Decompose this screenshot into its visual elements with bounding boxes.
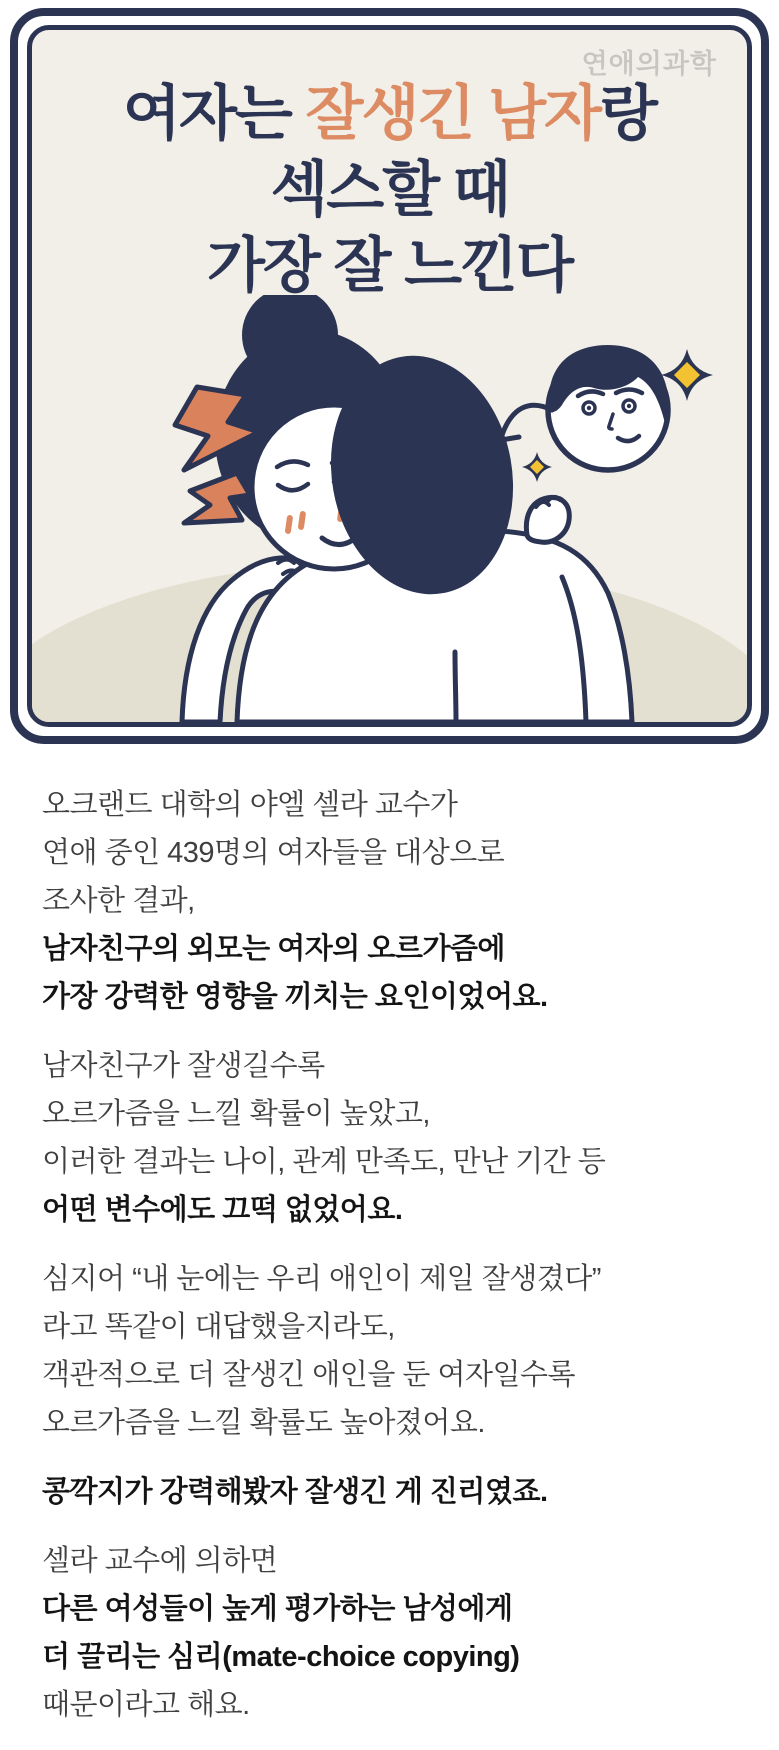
paragraph bbox=[42, 1537, 751, 1729]
title-seg-accent: 잘생긴 남자 bbox=[305, 80, 601, 147]
text-line: 오르가즘을 느낄 확률이 높았고, bbox=[42, 1098, 430, 1130]
text-line: 더 끌리는 심리(mate-choice copying) bbox=[42, 1641, 520, 1673]
card-title-line2: 섹스할 때 bbox=[270, 156, 509, 223]
text-line: 셀라 교수에 의하면 bbox=[42, 1545, 278, 1577]
article-text bbox=[42, 781, 751, 1750]
couple-illustration bbox=[32, 295, 747, 722]
text-line: 어떤 변수에도 끄떡 없었어요. bbox=[42, 1194, 403, 1226]
card-title-line3: 가장 잘 느낀다 bbox=[206, 232, 573, 299]
text-line: 다른 여성들이 높게 평가하는 남성에게 bbox=[42, 1593, 513, 1625]
woman-hugging-man-figure bbox=[182, 295, 632, 722]
brand-watermark: 연애의과학 bbox=[581, 49, 717, 79]
text-line: 오르가즘을 느낄 확률도 높아졌어요. bbox=[42, 1407, 485, 1439]
paragraph bbox=[42, 1255, 751, 1447]
arrow-icon bbox=[493, 405, 552, 440]
title-seg-navy2: 랑 bbox=[600, 80, 656, 147]
text-line: 가장 강력한 영향을 끼치는 요인이었어요. bbox=[42, 981, 548, 1013]
text-line: 때문이라고 해요. bbox=[42, 1689, 250, 1721]
title-seg-navy: 여자는 bbox=[122, 80, 306, 147]
card-title-line1 bbox=[32, 76, 747, 152]
text-line: 객관적으로 더 잘생긴 애인을 둔 여자일수록 bbox=[42, 1359, 576, 1391]
text-line: 콩깍지가 강력해봤자 잘생긴 게 진리였죠. bbox=[42, 1476, 548, 1508]
paragraph bbox=[42, 781, 751, 1021]
text-line: 라고 똑같이 대답했을지라도, bbox=[42, 1311, 395, 1343]
text-line: 조사한 결과, bbox=[42, 885, 195, 917]
text-line: 이러한 결과는 나이, 관계 만족도, 만난 기간 등 bbox=[42, 1146, 606, 1178]
text-line: 연애 중인 439명의 여자들을 대상으로 bbox=[42, 837, 505, 869]
title-card-inner bbox=[27, 25, 752, 727]
paragraph bbox=[42, 1468, 751, 1516]
paragraph bbox=[42, 1042, 751, 1234]
card-title bbox=[32, 76, 747, 304]
text-line: 남자친구가 잘생길수록 bbox=[42, 1050, 325, 1082]
handsome-man-face bbox=[548, 345, 668, 470]
text-line: 심지어 “내 눈에는 우리 애인이 제일 잘생겼다” bbox=[42, 1263, 601, 1295]
title-card bbox=[10, 8, 769, 744]
text-line: 남자친구의 외모는 여자의 오르가즘에 bbox=[42, 933, 505, 965]
text-line: 오크랜드 대학의 야엘 셀라 교수가 bbox=[42, 789, 458, 821]
